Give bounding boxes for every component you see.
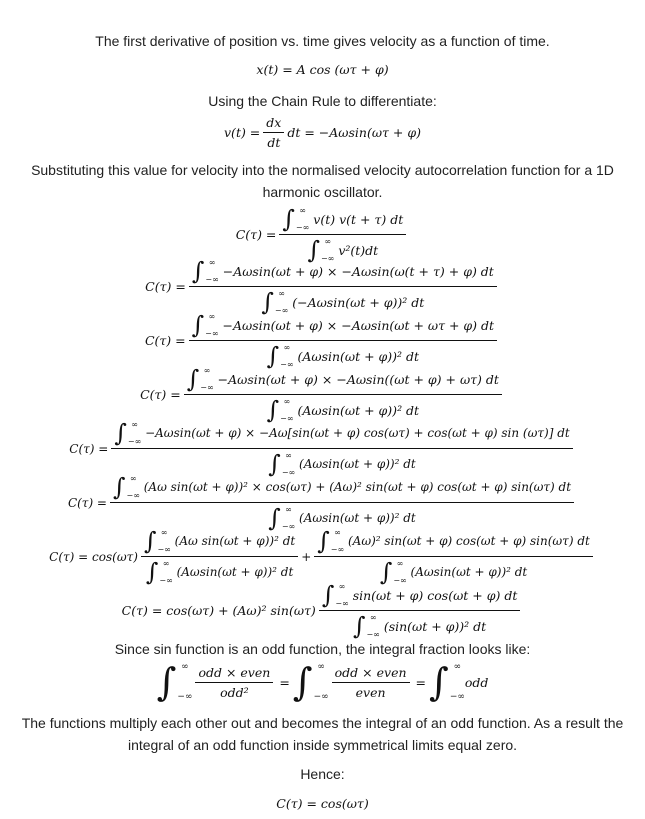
integral-sign: ∫	[282, 205, 295, 233]
step-fraction	[110, 474, 574, 531]
odd-fraction-1	[195, 665, 273, 700]
vacf-step-5	[0, 474, 645, 531]
vacf-step-7	[0, 582, 645, 639]
eq-lhs: C(τ) =	[145, 279, 186, 294]
chain-rule-text: Using the Chain Rule to differentiate:	[208, 93, 437, 109]
intro-text: The first derivative of position vs. time gives velocity as a function of time.	[95, 33, 550, 49]
step-fraction	[319, 582, 521, 639]
fraction-numerator: ∫ ∞ −∞ (Aω sin(ωt + φ))² dt	[141, 528, 298, 557]
fraction-numerator: dx	[263, 115, 284, 133]
conclusion-text: The functions multiply each other out and becomes the integral of an odd function. As a result the integral of an odd function inside symmetrical limits equal zero.	[21, 715, 624, 753]
eq-rhs: dt = −Aωsin(ωτ + φ)	[287, 125, 421, 140]
fraction-numerator: odd × even	[332, 665, 410, 683]
fraction-denominator: dt	[267, 135, 281, 150]
fraction-numerator: ∫ ∞ −∞ −Aωsin(ωt + φ) × −Aωsin(ωt + ωτ + φ) dt	[189, 312, 497, 341]
eq-lhs: C(τ) = cos(ωτ)	[49, 549, 138, 564]
step-fraction	[189, 312, 497, 369]
eq-lhs: C(τ) = cos(ωτ) + (Aω)² sin(ωτ)	[121, 603, 316, 618]
fraction-denominator: odd²	[220, 684, 249, 700]
fraction-denominator: ∫ ∞ −∞ (Aωsin(ωt + φ))² dt	[266, 342, 420, 370]
step-fraction	[189, 258, 497, 315]
fraction-denominator: ∫ ∞ −∞ (Aωsin(ωt + φ))² dt	[268, 504, 416, 532]
vacf-step-2	[0, 312, 645, 369]
equals-sign: =	[415, 674, 426, 690]
fraction-denominator: ∫ ∞ −∞ (Aωsin(ωt + φ))² dt	[268, 450, 416, 478]
fraction-numerator: ∫ ∞ −∞ sin(ωt + φ) cos(ωt + φ) dt	[319, 582, 521, 611]
fraction-numerator: ∫ ∞ −∞ −Aωsin(ωt + φ) × −Aω[sin(ωt + φ) cos(ωτ) + cos(ωt + φ) sin (ωτ)] dt	[111, 420, 572, 449]
plus-sign: +	[301, 549, 312, 564]
derivative-fraction	[263, 115, 284, 150]
vacf-step-1	[0, 258, 645, 315]
fraction-numerator: ∫ ∞ −∞ (Aω sin(ωt + φ))² × cos(ωτ) + (Aω)² sin(ωt + φ) cos(ωt + φ) sin(ωτ) dt	[110, 474, 574, 503]
substitution-text: Substituting this value for velocity into the normalised velocity autocorrelation function for a 1D harmonic oscillator.	[31, 162, 614, 200]
integral-1: ∫ ∞ −∞	[156, 660, 193, 704]
integral-limits: ∞ −∞	[295, 206, 310, 232]
first-fraction	[141, 528, 298, 585]
fraction-denominator: ∫ ∞ −∞ (Aωsin(ωt + φ))² dt	[145, 558, 294, 586]
equals-sign: =	[279, 674, 290, 690]
integral-limits: ∞ −∞	[320, 237, 335, 263]
step-fraction	[111, 420, 572, 477]
fraction-numerator: ∫ ∞ −∞ (Aω)² sin(ωt + φ) cos(ωt + φ) sin(ωτ) dt	[314, 528, 593, 557]
odd-term: odd	[464, 674, 489, 690]
fraction-denominator: ∫ ∞ −∞ (Aωsin(ωt + φ))² dt	[266, 396, 420, 424]
integral-3: ∫ ∞ −∞	[429, 660, 465, 704]
final-equation: C(τ) = cos(ωτ)	[276, 796, 369, 811]
eq-lhs: C(τ) =	[140, 387, 181, 402]
fraction-numerator: ∫ ∞ −∞ −Aωsin(ωt + φ) × −Aωsin(ω(t + τ) + φ) dt	[189, 258, 497, 287]
step-fraction	[184, 366, 502, 423]
eq-lhs: C(τ) =	[67, 495, 107, 510]
fraction-numerator: ∫ ∞ −∞ −Aωsin(ωt + φ) × −Aωsin((ωt + φ) + ωτ) dt	[184, 366, 502, 395]
vacf-step-3	[0, 366, 645, 423]
odd-function-text: Since sin function is an odd function, the integral fraction looks like:	[114, 641, 531, 657]
eq-lhs: C(τ) =	[144, 333, 186, 348]
integral-sign: ∫	[307, 236, 320, 264]
eq-lhs: C(τ) =	[69, 441, 109, 456]
vacf-step-4	[0, 420, 645, 477]
fraction-denominator: ∫ ∞ −∞ (−Aωsin(ωt + φ))² dt	[261, 288, 425, 316]
eq-lhs: C(τ) =	[235, 227, 277, 242]
odd-fraction-2	[332, 665, 410, 700]
vacf-definition	[0, 206, 645, 263]
fraction-denominator: ∫ ∞ −∞ v²(t)dt	[307, 236, 379, 264]
odd-integral-equation	[0, 662, 645, 702]
fraction-numerator: ∫ ∞ −∞ v(t) v(t + τ) dt	[279, 206, 406, 235]
position-equation: x(t) = A cos (ωτ + φ)	[256, 62, 389, 77]
velocity-equation	[0, 115, 645, 150]
fraction-denominator: ∫ ∞ −∞ (Aωsin(ωt + φ))² dt	[379, 558, 528, 586]
eq-lhs: v(t) =	[224, 125, 261, 140]
fraction-denominator: ∫ ∞ −∞ (sin(ωt + φ))² dt	[352, 612, 487, 640]
hence-text: Hence:	[300, 766, 345, 782]
fraction-numerator: odd × even	[195, 665, 273, 683]
second-fraction	[314, 528, 593, 585]
integral-2: ∫ ∞ −∞	[292, 660, 329, 704]
vacf-step-6	[0, 528, 645, 585]
fraction-denominator: even	[355, 684, 386, 700]
vacf-fraction	[279, 206, 406, 263]
